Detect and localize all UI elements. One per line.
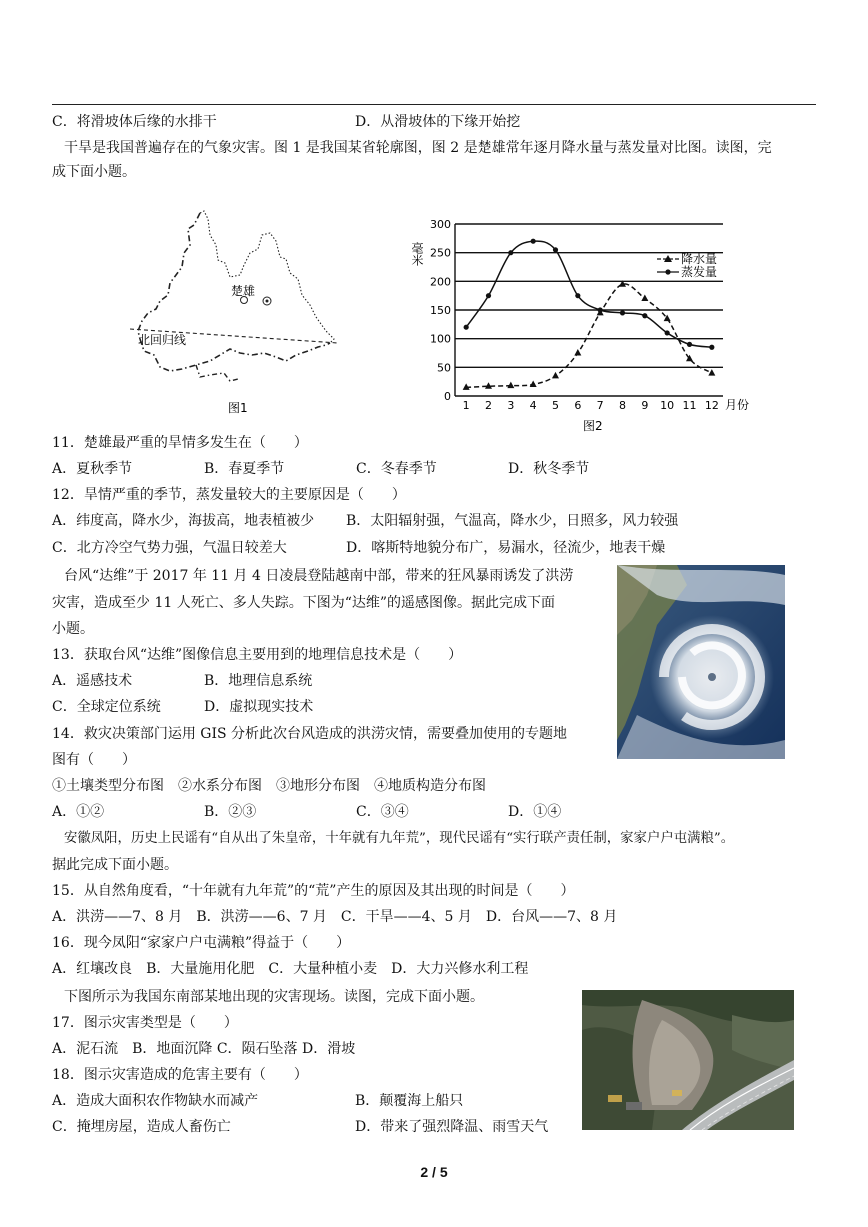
series-0-point-12 (708, 369, 715, 376)
tropic-label: 北回归线 (138, 333, 187, 347)
q12-option-b: B．太阳辐射强，气温高，降水少，日照多，风力较强 (346, 513, 679, 529)
y-tick-300: 300 (430, 218, 451, 231)
chart-legend (657, 251, 717, 279)
q11-stem: 11．楚雄最严重的旱情多发生在（ ） (52, 435, 308, 451)
q12-stem: 12．旱情严重的季节，蒸发量较大的主要原因是（ ） (52, 487, 406, 503)
y-tick-0: 0 (444, 390, 451, 403)
series-1-point-7 (598, 307, 603, 312)
header-rule (52, 104, 816, 105)
intro-fengyang-line1: 安徽凤阳，历史上民谣有“自从出了朱皇帝，十年就有九年荒”，现代民谣有“实行联产责任制，家家户户屯满粮”。 (64, 831, 735, 846)
q10-option-c: C．将滑坡体后缘的水排干 (52, 114, 217, 130)
series-1-point-4 (531, 239, 536, 244)
y-tick-200: 200 (430, 275, 451, 289)
q14-items: ①土壤类型分布图 ②水系分布图 ③地形分布图 ④地质构造分布图 (52, 778, 486, 794)
typhoon-satellite-image (617, 565, 785, 759)
intro-disaster: 下图所示为我国东南部某地出现的灾害现场。读图，完成下面小题。 (64, 989, 484, 1005)
y-tick-50: 50 (437, 361, 451, 375)
q10-option-d: D．从滑坡体的下缘开始挖 (355, 114, 521, 130)
x-tick-6: 6 (574, 399, 582, 412)
x-tick-7: 7 (596, 399, 604, 412)
q11-option-b: B．春夏季节 (204, 461, 285, 477)
intro-typhoon-line2: 灾害，造成至少 11 人死亡、多人失踪。下图为“达维”的遥感图像。据此完成下面 (52, 595, 556, 611)
figure2-caption: 图2 (583, 419, 603, 433)
series-0-point-5 (552, 372, 559, 379)
q18-stem: 18．图示灾害造成的危害主要有（ ） (52, 1067, 308, 1083)
y-tick-labels (430, 218, 451, 403)
series-0-line (466, 284, 712, 388)
series-0-point-4 (530, 381, 537, 388)
q13-option-d: D．虚拟现实技术 (204, 699, 314, 715)
intro-typhoon-line1: 台风“达维”于 2017 年 11 月 4 日凌晨登陆越南中部，带来的狂风暴雨诱发了洪涝 (64, 568, 574, 584)
figure1-caption: 图1 (228, 401, 248, 415)
series-1-point-9 (642, 313, 647, 318)
y-axis-label: 毫米 (410, 242, 424, 266)
q12-option-d: D．喀斯特地貌分布广，易漏水，径流少，地表干燥 (346, 540, 666, 556)
q13-option-a: A．遥感技术 (52, 673, 133, 689)
y-tick-250: 250 (430, 246, 451, 260)
legend-precip-label: 降水量 (681, 252, 718, 266)
q18-option-b: B．颠覆海上船只 (355, 1093, 464, 1109)
precip-evap-chart (405, 212, 765, 434)
chart-grid (455, 224, 723, 396)
province-outline-map (130, 205, 350, 420)
series-1-point-5 (553, 247, 558, 252)
q15-options: A．洪涝——7、8 月 B．洪涝——6、7 月 C．干旱——4、5 月 D．台风——7、8 月 (52, 909, 618, 925)
series-1-point-10 (665, 330, 670, 335)
series-1-point-1 (464, 325, 469, 330)
series-1-point-6 (575, 293, 580, 298)
series-0-point-3 (507, 382, 514, 389)
x-tick-5: 5 (552, 399, 559, 412)
q16-stem: 16．现今凤阳“家家户户屯满粮”得益于（ ） (52, 935, 351, 951)
series-1-point-3 (508, 250, 513, 255)
series-1-point-12 (709, 345, 714, 350)
x-tick-4: 4 (529, 399, 537, 412)
x-tick-9: 9 (641, 399, 649, 412)
q17-stem: 17．图示灾害类型是（ ） (52, 1015, 238, 1031)
q13-option-c: C．全球定位系统 (52, 699, 161, 715)
q18-option-c: C．掩埋房屋，造成人畜伤亡 (52, 1119, 231, 1135)
q15-stem: 15．从自然角度看，“十年就有九年荒”的“荒”产生的原因及其出现的时间是（ ） (52, 883, 575, 899)
x-tick-1: 1 (462, 399, 470, 412)
x-tick-2: 2 (485, 399, 492, 412)
q17-options: A．泥石流 B．地面沉降 C．陨石坠落 D．滑坡 (52, 1041, 356, 1057)
q14-stem-line1: 14．救灾决策部门运用 GIS 分析此次台风造成的洪涝灾情，需要叠加使用的专题地 (52, 726, 568, 742)
q11-option-a: A．夏秋季节 (52, 461, 133, 477)
series-0-point-9 (641, 295, 648, 302)
series-1-point-2 (486, 293, 491, 298)
x-axis-label: 月份 (725, 398, 750, 412)
q14-option-a: A．①② (52, 804, 105, 820)
x-tick-11: 11 (682, 399, 697, 412)
series-0-point-6 (574, 349, 581, 356)
y-tick-150: 150 (430, 304, 451, 317)
q12-option-a: A．纬度高，降水少，海拔高，地表植被少 (52, 513, 315, 529)
city-label: 楚雄 (231, 284, 256, 298)
x-tick-3: 3 (507, 399, 515, 412)
x-tick-labels (463, 399, 719, 412)
legend-evap-label: 蒸发量 (681, 265, 718, 279)
x-tick-8: 8 (619, 399, 626, 412)
intro-fengyang-line2: 据此完成下面小题。 (52, 857, 178, 873)
q18-option-d: D．带来了强烈降温、雨雪天气 (355, 1119, 549, 1135)
x-tick-12: 12 (704, 399, 719, 412)
q14-option-b: B．②③ (204, 804, 257, 820)
q13-stem: 13．获取台风“达维”图像信息主要用到的地理信息技术是（ ） (52, 647, 463, 663)
series-1-point-8 (620, 310, 625, 315)
intro-drought-line2: 成下面小题。 (52, 164, 136, 180)
x-tick-10: 10 (660, 399, 675, 412)
q18-option-a: A．造成大面积农作物缺水而减产 (52, 1093, 259, 1109)
page-number: 2 / 5 (420, 1164, 448, 1180)
q13-option-b: B．地理信息系统 (204, 673, 313, 689)
q14-stem-line2: 图有（ ） (52, 752, 136, 768)
q14-option-c: C．③④ (356, 804, 409, 820)
q11-option-d: D．秋冬季节 (508, 461, 590, 477)
q14-option-d: D．①④ (508, 804, 562, 820)
south-tip-border (196, 365, 238, 381)
y-tick-100: 100 (430, 332, 451, 346)
q16-options: A．红壤改良 B．大量施用化肥 C．大量种植小麦 D．大力兴修水利工程 (52, 961, 529, 977)
intro-typhoon-line3: 小题。 (52, 621, 94, 637)
landslide-photo (582, 990, 794, 1130)
legend-evap-marker (665, 269, 670, 274)
intro-drought-line1: 干旱是我国普遍存在的气象灾害。图 1 是我国某省轮廓图，图 2 是楚雄常年逐月降水量与蒸发量对比图。读图，完 (64, 140, 772, 156)
west-border (138, 213, 200, 339)
capital-marker-dot (266, 300, 269, 303)
series-1-point-11 (687, 342, 692, 347)
q11-option-c: C．冬春季节 (356, 461, 437, 477)
q12-option-c: C．北方冷空气势力强，气温日较差大 (52, 540, 287, 556)
north-border (200, 211, 334, 343)
series-1-line (466, 241, 712, 347)
